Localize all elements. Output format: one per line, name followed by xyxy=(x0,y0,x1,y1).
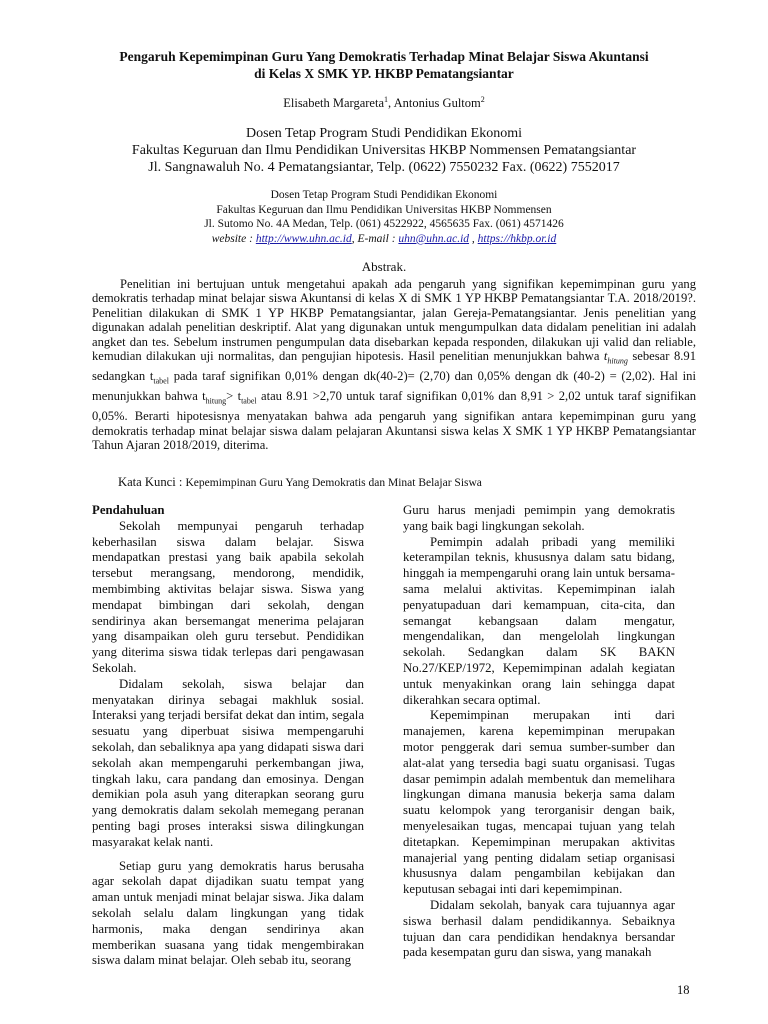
keywords-text: Kepemimpinan Guru Yang Demokratis dan Minat Belajar Siswa xyxy=(185,477,482,489)
body-paragraph: Kepemimpinan merupakan inti dari manajemen, karena kepemimpinan merupakan motor penggerak dari semua sumber-sumber dan alat-alat yang tersedia bagi suatu organisasi. Tugas dasar pemimpin adalah membentuk dan memelihara lingkungan dimana manusia bekerja sama dalam suatu kelompok yang terorganisir dengan baik, menyelesaikan tugas, mencapai tujuan yang telah ditetapkan. Kepemimpinan merupakan aktivitas manajerial yang penting didalam setiap organisasi khususnya dalam pengambilan kebijakan dan keputusan sebagai inti dari kepemimpinan. xyxy=(403,708,675,897)
abstract-text-2: sebesar 8.91 sedangkan t xyxy=(92,349,696,384)
hkbp-link[interactable]: https://hkbp.or.id xyxy=(477,232,557,245)
email-link[interactable]: uhn@uhn.ac.id xyxy=(398,232,470,245)
section-heading: Pendahuluan xyxy=(92,503,165,517)
keywords-label: Kata Kunci : xyxy=(118,475,186,489)
website-link[interactable]: http://www.uhn.ac.id xyxy=(255,232,352,245)
affiliation-2-line-1: Dosen Tetap Program Studi Pendidikan Ekonomi xyxy=(270,189,498,201)
keywords xyxy=(118,475,482,490)
author-list xyxy=(60,95,708,111)
body-paragraph: Guru harus menjadi pemimpin yang demokratis yang baik bagi lingkungan sekolah. xyxy=(403,503,675,533)
author-2: Antonius Gultom xyxy=(393,96,481,111)
body-paragraph: Didalam sekolah, siswa belajar dan menyatakan dirinya sebagai makhluk sosial. Interaksi yang terjadi bersifat dekat dan intim, segala sesuatu yang diperbuat sisiwa mempengaruhi sekolah, dan sebaliknya apa yang didapati siswa dari sekolah akan mempengaruhi perkembangan jiwa, tingkah laku, cara pandang dan emosinya. Dengan demikian pola asuh yang diterapkan seorang guru yang demokratis dalam sekolah memegang peranan penting bagi proses interaksi siswa dilingkungan masyarakat kelak nanti. xyxy=(92,676,364,849)
affiliation-1 xyxy=(60,125,708,176)
title-line-2: di Kelas X SMK YP. HKBP Pematangsiantar xyxy=(254,66,514,81)
subscript-hitung xyxy=(607,357,627,366)
body-paragraph: Pemimpin adalah pribadi yang memiliki keterampilan teknis, khususnya dalam satu bidang, hinggah ia mempengaruhi orang lain untuk bersama-sama melalui aktivitas. Kepemimpinan ialah penyatupaduan dari kemampuan, cita-cita, dan semangat kebangsaan dalam mengatur, mengendalikan, dan mengelolah lingkungan sekolah. Sedangkan dalam SK BAKN No.27/KEP/1972, Kepemimpinan adalah kegiatan untuk menyakinkan orang lain sehingga dapat dikerahkan secara optimal. xyxy=(403,534,675,707)
left-column xyxy=(92,503,364,969)
contact-separator: , xyxy=(469,232,478,245)
affiliation-1-line-3: Jl. Sangnawaluh No. 4 Pematangsiantar, Telp. (0622) 7550232 Fax. (0622) 7552017 xyxy=(148,160,620,175)
abstract-paragraph xyxy=(92,277,696,453)
website-label: website : xyxy=(211,232,256,245)
author-separator: , xyxy=(388,96,394,111)
body-paragraph: Sekolah mempunyai pengaruh terhadap keberhasilan siswa dalam belajar. Siswa mendapatkan prestasi yang baik apabila sekolah tersebut merangsang, mendorong, mendidik, membimbing aktivitas belajar siswa. Siswa yang mendapat bimbingan dari sekolah, dengan sendirinya akan bersemangat menerima pelajaran yang disampaikan oleh guru tersebut. Pendidikan yang diterima siswa tidak terlepas dari pengawasan Sekolah. xyxy=(92,518,364,675)
title-line-1: Pengaruh Kepemimpinan Guru Yang Demokratis Terhadap Minat Belajar Siswa Akuntansi xyxy=(119,49,649,64)
subscript-tabel-2: tabel xyxy=(241,396,257,406)
subscript-hitung-2: hitung xyxy=(205,396,227,406)
t-symbol: t xyxy=(603,349,608,364)
page-number: 18 xyxy=(677,983,690,997)
abstract-text-1: Penelitian ini bertujuan untuk mengetahui apakah ada pengaruh yang signifikan kepemimpinan guru yang demokratis terhadap minat belajar siswa Akuntansi di kelas X di SMK 1 YP HKBP Pematangsiantar T.A. 2018/2019?. Penelitian dilakukan di SMK 1 YP HKBP Pematangsiantar, jalan Gereja-Pematangsiantar. Jenis penelitian yang digunakan adalah penelitian deskriptif. Alat yang digunakan untuk mengumpulkan data didalam penelitian ini adalah angket dan tes. Sebelum instrumen pengumpulan data disebarkan kepada responden, dilakukan uji valid dan reliable, kemudian dilakukan uji normalitas, dan pengujian hipotesis. Hasil penelitian menunjukkan bahwa xyxy=(92,277,696,364)
abstract-heading: Abstrak. xyxy=(361,259,407,274)
abstract-body xyxy=(92,277,696,453)
abstract-text-3: pada taraf signifikan 0,01% dengan dk(40-2)= (2,70) dan 0,05% dengan dk (40-2) = (2,02). Hal ini menunjukkan bahwa t xyxy=(92,369,696,404)
author-1-affiliation-mark: 1 xyxy=(384,95,389,104)
right-column xyxy=(403,503,675,961)
abstract-text-5: atau 8.91 >2,70 untuk taraf signifikan 0,01% dan 8,91 > 2,02 untuk taraf signifikan 0,05%. Berarti hipotesisnya menyatakan bahwa ada pengaruh yang signifikan antara kepemimpinan guru yang demokratis terhadap minat belajar siswa dalam pelajaran Akuntansi siswa kelas X SMK 1 YP HKBP Pematangsiantar Tahun Ajaran 2018/2019, diterima. xyxy=(92,389,697,453)
contact-line xyxy=(60,232,708,247)
affiliation-2-line-3: Jl. Sutomo No. 4A Medan, Telp. (061) 4522922, 4565635 Fax. (061) 4571426 xyxy=(204,218,564,231)
body-paragraph: Didalam sekolah, banyak cara tujuannya agar siswa berhasil dalam pendidikannya. Sebaiknya tujuan dan cara pendidikan hendaknya bersandar pada kesempatan guru dan siswa, yang manakah xyxy=(403,897,675,960)
abstract-text-4: > t xyxy=(226,389,242,404)
paper-title xyxy=(60,48,708,82)
affiliation-1-line-1: Dosen Tetap Program Studi Pendidikan Ekonomi xyxy=(245,126,522,141)
subscript-tabel: tabel xyxy=(153,376,169,386)
author-1: Elisabeth Margareta xyxy=(283,96,385,111)
email-label: , E-mail : xyxy=(351,232,399,245)
affiliation-1-line-2: Fakultas Keguruan dan Ilmu Pendidikan Universitas HKBP Nommensen Pematangsiantar xyxy=(131,143,637,158)
subscript-hitung-text: hitung xyxy=(607,356,628,366)
affiliation-2-line-2: Fakultas Keguruan dan Ilmu Pendidikan Universitas HKBP Nommensen xyxy=(216,203,552,216)
affiliation-2 xyxy=(60,188,708,246)
body-paragraph: Setiap guru yang demokratis harus berusaha agar sekolah dapat dijadikan suatu tempat yang aman untuk menjadi minat belajar siswa. Jika dalam sekolah selalu dalam lingkungan yang tidak harmonis, maka dengan sendirinya akan memberikan suasana yang tidak mengembirakan siswa dalam minat belajar. Oleh sebab itu, seorang xyxy=(92,858,364,968)
author-2-affiliation-mark: 2 xyxy=(480,95,485,104)
